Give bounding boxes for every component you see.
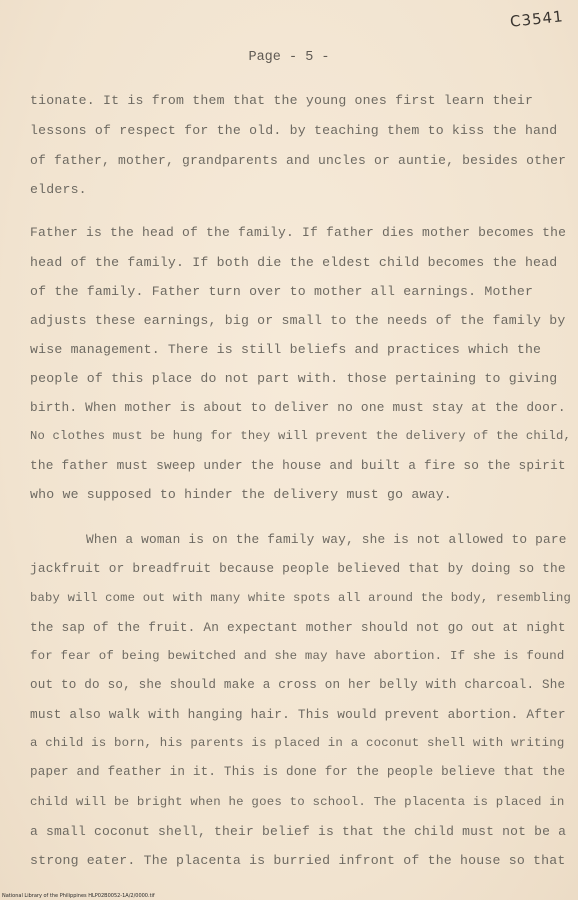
text-line: wise management. There is still beliefs and practices which the <box>30 342 542 357</box>
text-line: jackfruit or breadfruit because people believed that by doing so the <box>30 561 566 576</box>
text-line: strong eater. The placenta is burried infront of the house so that <box>30 853 566 868</box>
text-line: a child is born, his parents is placed in a coconut shell with writing <box>30 736 565 750</box>
text-line: out to do so, she should make a cross on her belly with charcoal. She <box>30 678 566 692</box>
text-line: No clothes must be hung for they will prevent the delivery of the child, <box>30 429 571 443</box>
text-line: of father, mother, grandparents and uncles or auntie, besides other <box>30 153 567 168</box>
text-line: for fear of being bewitched and she may have abortion. If she is found <box>30 649 565 663</box>
text-line: who we supposed to hinder the delivery must go away. <box>30 487 452 502</box>
text-line: birth. When mother is about to deliver no one must stay at the door. <box>30 400 566 415</box>
handwritten-annotation: C3541 <box>509 7 565 31</box>
text-line: paper and feather in it. This is done for the people believe that the <box>30 765 566 779</box>
text-line: of the family. Father turn over to mother all earnings. Mother <box>30 284 534 299</box>
text-line: the father must sweep under the house and built a fire so the spirit <box>30 458 566 473</box>
text-line: lessons of respect for the old. by teaching them to kiss the hand <box>30 123 558 138</box>
text-line: elders. <box>30 182 87 197</box>
text-line: the sap of the fruit. An expectant mother should not go out at night <box>30 620 566 635</box>
text-line: Father is the head of the family. If father dies mother becomes the <box>30 225 567 240</box>
text-line: a small coconut shell, their belief is that the child must not be a <box>30 824 567 839</box>
text-line: tionate. It is from them that the young ones first learn their <box>30 93 534 108</box>
text-line: child will be bright when he goes to school. The placenta is placed in <box>30 795 565 809</box>
text-line: must also walk with hanging hair. This would prevent abortion. After <box>30 707 566 722</box>
text-line: adjusts these earnings, big or small to the needs of the family by <box>30 313 566 328</box>
text-line: head of the family. If both die the eldest child becomes the head <box>30 255 558 270</box>
page-number: Page - 5 - <box>248 50 330 65</box>
text-line: people of this place do not part with. those pertaining to giving <box>30 371 558 386</box>
text-line: baby will come out with many white spots all around the body, resembling <box>30 591 571 605</box>
text-line: When a woman is on the family way, she is not allowed to pare <box>86 532 567 547</box>
archive-footer: National Library of the Philippines HLP02B0052-1A/2/0000.tif <box>2 893 155 899</box>
